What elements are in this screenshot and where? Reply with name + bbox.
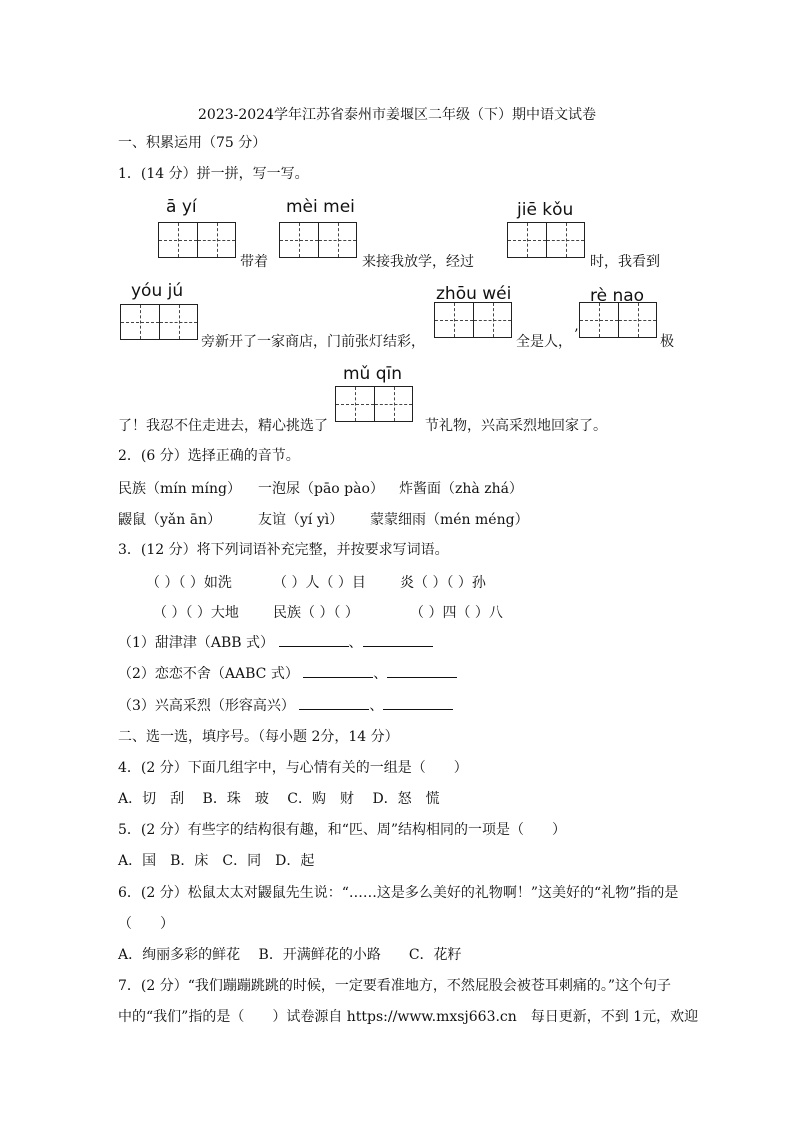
question-3-label: 3．(12 分）将下列词语补充完整，并按要求写词语。 [118, 542, 449, 558]
separator: 、 [369, 698, 384, 714]
sentence-text: 带着 [240, 254, 268, 270]
q3-item: （ ）四（ ）八 [410, 605, 503, 621]
q2-item: 一泡尿（pāo pào） [258, 481, 384, 497]
pinyin-jiekou: jiē kǒu [517, 200, 574, 220]
answer-blank[interactable] [383, 697, 453, 710]
q2-item: 蒙蒙细雨（mén méng） [370, 512, 529, 528]
pinyin-zhouwei: zhōu wéi [436, 284, 512, 304]
sentence-text: ’ [574, 327, 579, 343]
q3-item: （ ）人（ ）目 [273, 575, 366, 591]
pinyin-renao: rè nao [590, 286, 645, 306]
section-heading-2: 二、选一选，填序号。（每小题 2分，14 分） [118, 729, 399, 745]
page-title: 2023-2024学年江苏省泰州市姜堰区二年级（下）期中语文试卷 [198, 107, 596, 123]
q3-item: 民族（ ）（ ） [273, 605, 359, 621]
question-6-options: A．绚丽多彩的鲜花 B．开满鲜花的小路 C．花籽 [118, 947, 462, 963]
sentence-text: 旁新开了一家商店，门前张灯结彩， [201, 334, 425, 350]
sentence-text: 极 [660, 334, 674, 350]
q3-item: （ ）（ ）如洗 [146, 575, 232, 591]
writing-grid[interactable] [279, 222, 357, 258]
q3-item: （ ）（ ）大地 [153, 605, 239, 621]
sub-label: （3）兴高采烈（形容高兴） [118, 698, 295, 714]
sentence-text: 了！我忍不住走进去，精心挑选了 [118, 418, 328, 434]
sentence-text: 全是人， [516, 334, 572, 350]
pinyin-muqin: mǔ qīn [343, 364, 403, 384]
separator: 、 [373, 666, 388, 682]
writing-grid[interactable] [434, 302, 512, 338]
writing-grid[interactable] [579, 302, 657, 338]
question-5-options: A．国 B．床 C．同 D．起 [118, 853, 315, 869]
q2-item: 友谊（yí yì） [258, 512, 344, 528]
sub-label: （1）甜津津（ABB 式） [118, 635, 275, 651]
question-4-options: A．切 刮 B．珠 玻 C．购 财 D．怒 慌 [118, 791, 440, 807]
sentence-text: 节礼物，兴高采烈地回家了。 [425, 418, 607, 434]
sentence-text: 来接我放学，经过 [362, 254, 474, 270]
answer-blank[interactable] [279, 634, 349, 647]
pinyin-ayi: ā yí [166, 197, 197, 217]
question-4-label: 4．(2 分）下面几组字中，与心情有关的一组是（ ） [118, 760, 468, 776]
question-7-line2: 中的“我们”指的是（ ）试卷源自 https://www.mxsj663.cn 每日更新，不到 1元，欢迎 [118, 1009, 699, 1025]
answer-blank[interactable] [303, 665, 373, 678]
answer-blank[interactable] [363, 634, 433, 647]
writing-grid[interactable] [120, 304, 198, 340]
question-2-label: 2．(6 分）选择正确的音节。 [118, 448, 300, 464]
answer-blank[interactable] [299, 697, 369, 710]
q3-sub-2 [118, 665, 457, 683]
sentence-text: 时，我看到 [590, 254, 660, 270]
section-heading-1: 一、积累运用（75 分） [118, 135, 267, 151]
pinyin-youju: yóu jú [131, 281, 184, 301]
q3-sub-1 [118, 634, 433, 652]
q3-item: 炎（ ）（ ）孙 [400, 575, 486, 591]
question-7-label: 7．(2 分）“我们蹦蹦跳跳的时候，一定要看准地方，不然屁股会被苍耳刺痛的。”这个句子 [118, 978, 672, 994]
answer-blank[interactable] [387, 665, 457, 678]
question-5-label: 5．(2 分）有些字的结构很有趣，和“匹、周”结构相同的一项是（ ） [118, 822, 567, 838]
writing-grid[interactable] [507, 222, 585, 258]
q2-item: 炸酱面（zhà zhá） [399, 481, 523, 497]
q2-item: 鼹鼠（yǎn ān） [118, 512, 222, 528]
question-6-label: 6．(2 分）松鼠太太对鼹鼠先生说：“……这是多么美好的礼物啊！”这美好的“礼物”指的是 [118, 885, 679, 901]
sub-label: （2）恋恋不舍（AABC 式） [118, 666, 299, 682]
question-1-label: 1．(14 分）拼一拼，写一写。 [118, 166, 309, 182]
separator: 、 [348, 635, 363, 651]
writing-grid[interactable] [335, 386, 413, 422]
q3-sub-3 [118, 697, 453, 715]
pinyin-meimei: mèi mei [286, 197, 355, 217]
q2-item: 民族（mín míng） [118, 481, 241, 497]
question-6-paren: （ ） [118, 916, 174, 932]
writing-grid[interactable] [158, 222, 236, 258]
